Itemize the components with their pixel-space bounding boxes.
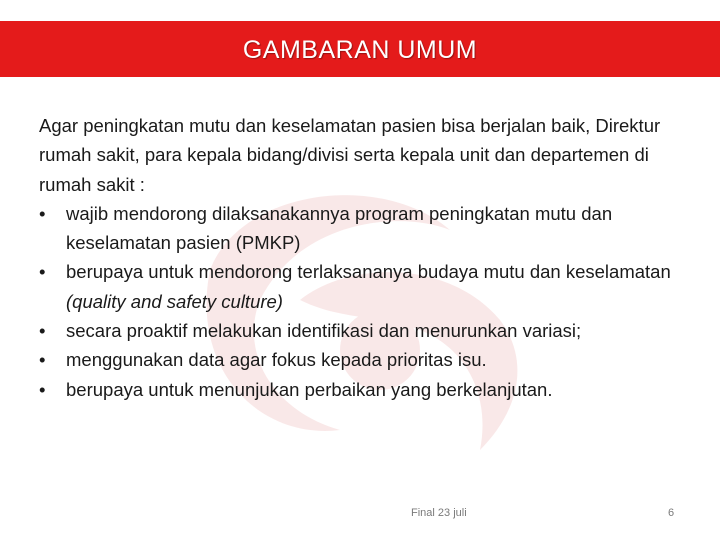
bullet-icon: • (39, 202, 46, 224)
content-body (39, 111, 699, 404)
list-item (39, 375, 699, 404)
bullet-text: berupaya untuk menunjukan perbaikan yang berkelanjutan. (66, 378, 553, 400)
bullet-icon: • (39, 349, 46, 371)
list-item (39, 316, 699, 345)
bullet-icon: • (39, 378, 46, 400)
bullet-icon: • (39, 261, 46, 283)
list-item (39, 257, 699, 316)
bullet-text-italic: (quality and safety culture) (66, 290, 283, 312)
bullet-icon: • (39, 320, 46, 342)
slide-title: GAMBARAN UMUM (242, 35, 478, 64)
bullet-text: berupaya untuk mendorong terlaksananya budaya mutu dan keselamatan (66, 261, 671, 283)
bullet-list (39, 199, 699, 404)
intro-paragraph: Agar peningkatan mutu dan keselamatan pasien bisa berjalan baik, Direktur rumah sakit, para kepala bidang/divisi serta kepala unit dan departemen di rumah sakit : (39, 115, 661, 195)
title-bar (0, 21, 720, 77)
footer-label: Final 23 juli (411, 507, 467, 519)
list-item (39, 345, 699, 374)
bullet-text: menggunakan data agar fokus kepada prioritas isu. (66, 349, 487, 371)
list-item (39, 199, 699, 258)
bullet-text: secara proaktif melakukan identifikasi dan menurunkan variasi; (66, 320, 582, 342)
bullet-text: wajib mendorong dilaksanakannya program peningkatan mutu dan keselamatan pasien (PMKP) (66, 202, 613, 254)
page-number: 6 (668, 507, 675, 519)
